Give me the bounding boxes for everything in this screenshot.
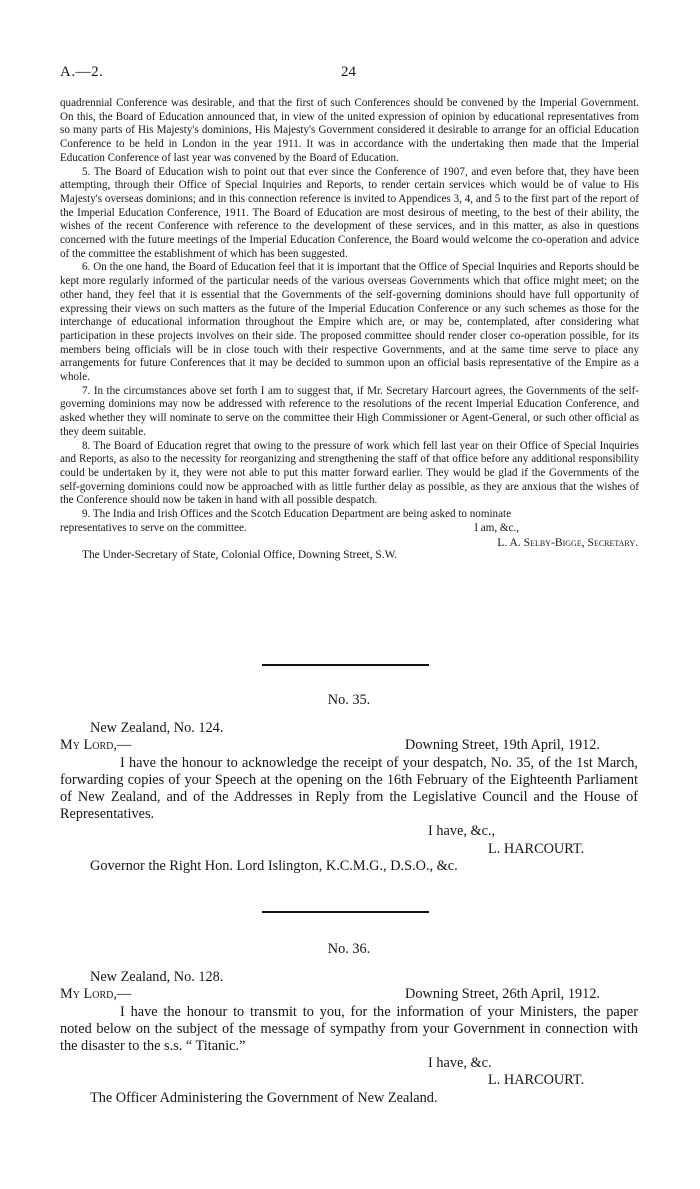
place-date: Downing Street, 26th April, 1912. bbox=[405, 986, 600, 1003]
despatch-36 bbox=[60, 941, 638, 1107]
despatch-number: No. 35. bbox=[327, 692, 371, 708]
signature-line bbox=[60, 536, 639, 550]
paragraph-5: 5. The Board of Education wish to point out that ever since the Conference of 1907, and even before that, they have been attempting, through their Office of Special Inquiries and Reports, to render certain services which would be of value to His Majesty's overseas dominions; and in this connection reference is invited to Appendices 3, 4, and 5 to the first part of the report of the Imperial Education Conference, 1911. The Board of Education are most desirous of meeting, to the best of their ability, the wishes of the recent Conference with reference to the development of these services, and in this matter, as also in questions concerned with the future meetings of the Imperial Education Conference, the Board would welcome the co-operation and advice of the committee the establishment of which has been suggested. bbox=[60, 165, 639, 260]
signature: L. HARCOURT. bbox=[488, 1072, 585, 1089]
letter-continuation bbox=[60, 97, 639, 563]
page-number: 24 bbox=[341, 64, 356, 80]
salutation: My Lord,— bbox=[60, 986, 132, 1003]
signature: L. HARCOURT. bbox=[488, 840, 585, 857]
paragraph-6: 6. On the one hand, the Board of Education feel that it is important that the Office of Special Inquiries and Reports should be kept more regularly informed of the particular needs of the various overseas Governments which that office might meet; on the other hand, they feel that it is essential that the Governments of the self-governing dominions should have full opportunity of expressing their views on such matters as the future of the Imperial Education Conference or any such schemes as those for the interchange of educational information throughout the Empire which are, or may be, contemplated, after considering what participation in these projects involves on their side. The proposed committee should render closer co-operation possible, for its members being officials will be in close touch with their respective Governments, and at the same time serve to place any arrangements for future Conferences that it may be decided to summon upon an official basis representative of the Empire as a whole. bbox=[60, 261, 639, 384]
despatch-body: I have the honour to transmit to you, for the information of your Ministers, the paper noted below on the subject of the message of sympathy from your Government in connection with the disaster to the s.s. “ Titanic.” bbox=[60, 1003, 638, 1055]
paragraph-9-closing-line bbox=[60, 522, 639, 536]
salutation-row bbox=[60, 986, 638, 1003]
despatch-35 bbox=[60, 692, 638, 875]
paragraph-8: 8. The Board of Education regret that owing to the pressure of work which fell last year on their Office of Special Inquiries and Reports, as also to the necessity for reorganizing and strengthening the staff of that office before any additional responsibility could be undertaken by it, they were not able to put this matter forward earlier. They would be glad if the Governments of the self-governing dominions could now be approached with as little further delay as possible, as they are anxious that the wishes of the Conference should now be taken in hand with all possible despatch. bbox=[60, 439, 639, 507]
addressee: The Under-Secretary of State, Colonial Office, Downing Street, S.W. bbox=[82, 549, 398, 562]
closing-phrase: I have, &c., bbox=[428, 823, 496, 840]
despatch-reference: New Zealand, No. 128. bbox=[90, 969, 224, 986]
paragraph-9-continuation: representatives to serve on the committee. bbox=[60, 521, 247, 534]
section-divider bbox=[262, 911, 429, 913]
closing-phrase: I have, &c. bbox=[428, 1055, 492, 1072]
signature: L. A. Selby-Bigge, Secretary. bbox=[497, 535, 638, 549]
salutation-row bbox=[60, 737, 638, 754]
salutation: My Lord,— bbox=[60, 737, 132, 754]
page-reference: A.—2. bbox=[60, 64, 104, 80]
place-date: Downing Street, 19th April, 1912. bbox=[405, 737, 600, 754]
addressee: The Officer Administering the Government of New Zealand. bbox=[90, 1089, 438, 1106]
despatch-reference: New Zealand, No. 124. bbox=[90, 720, 224, 737]
despatch-number: No. 36. bbox=[327, 941, 371, 957]
despatch-body: I have the honour to acknowledge the receipt of your despatch, No. 35, of the 1st March, forwarding copies of your Speech at the opening on the 16th February of the Eighteenth Parliament of New Zealand, and of the Addresses in Reply from the Legislative Council and the House of Representatives. bbox=[60, 754, 638, 823]
paragraph-9: 9. The India and Irish Offices and the Scotch Education Department are being asked to nominate bbox=[82, 508, 512, 521]
addressee: Governor the Right Hon. Lord Islington, K.C.M.G., D.S.O., &c. bbox=[90, 857, 458, 874]
closing-phrase: I am, &c., bbox=[474, 521, 519, 534]
paragraph-4-continuation: quadrennial Conference was desirable, and that the first of such Conferences should be convened by the Imperial Government. On this, the Board of Education announced that, in view of the united expression of opinion by educational representatives from so many parts of His Majesty's dominions, His Majesty's Government considered it desirable to arrange for an official Education Conference to be held in London in the year 1911. It was in accordance with the undertaking then made that the Imperial Education Conference of last year was convened by the Board of Education. bbox=[60, 97, 639, 164]
section-divider bbox=[262, 664, 429, 666]
paragraph-7: 7. In the circumstances above set forth I am to suggest that, if Mr. Secretary Harcourt agrees, the Governments of the self-governing dominions may now be addressed with reference to the resolutions of the recent Imperial Education Conference, and asked whether they will nominate to serve on the committee their High Commissioner or Agent-General, or such other official as they deem suitable. bbox=[60, 384, 639, 438]
